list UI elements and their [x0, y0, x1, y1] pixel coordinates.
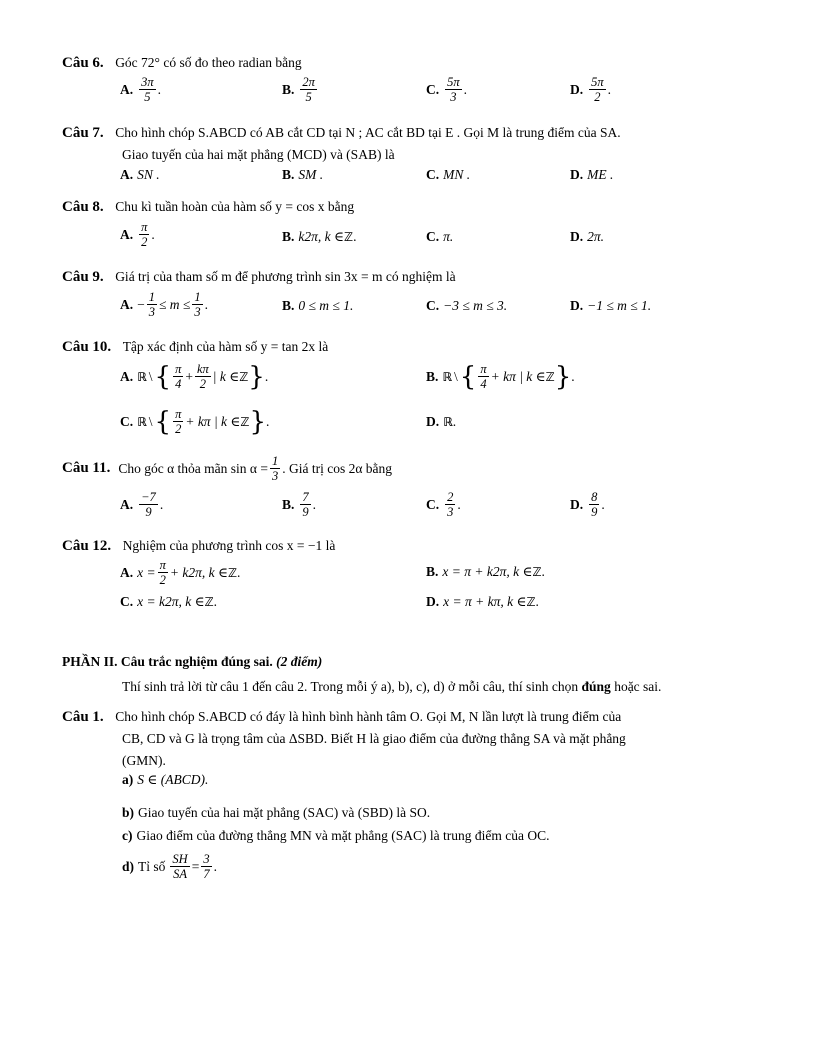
statement-label: a)	[122, 772, 134, 787]
numerator: π	[141, 220, 148, 234]
numerator: 1	[194, 290, 201, 304]
option-label: D.	[570, 496, 584, 512]
question-number: Câu 12.	[62, 538, 112, 554]
denominator: 9	[145, 505, 152, 519]
option-label: B.	[282, 229, 295, 244]
tail: .	[607, 81, 612, 97]
option-label: D.	[570, 81, 584, 97]
tail: .	[457, 496, 461, 512]
question-number: Câu 1.	[62, 709, 104, 725]
fraction	[192, 290, 202, 319]
integer-set-symbol: ℤ	[526, 595, 536, 609]
numerator: 8	[591, 490, 598, 504]
real-set-symbol: ℝ	[137, 369, 147, 384]
q9-option-b[interactable]	[282, 298, 353, 314]
tail: .	[535, 594, 539, 609]
option-text: x =	[137, 564, 156, 580]
option-text: k2π, k ∈	[298, 229, 345, 244]
option-label: C.	[426, 229, 440, 244]
option-text: x = π + k2π, k ∈	[442, 564, 533, 579]
tail: .	[151, 226, 155, 242]
section-points: (2 điểm)	[276, 654, 323, 669]
question-text: Giá trị của tham số m để phương trình sin 3x = m có nghiệm là	[115, 269, 456, 284]
left-brace: {	[154, 406, 172, 437]
fraction	[158, 558, 168, 587]
question-8	[62, 196, 762, 218]
integer-set-symbol: ℤ	[344, 230, 354, 244]
right-brace: }	[554, 361, 572, 392]
option-label: A.	[120, 496, 134, 512]
q9-option-c[interactable]	[426, 298, 507, 314]
option-label: A.	[120, 81, 134, 97]
option-text: x = π + kπ, k ∈	[443, 594, 527, 609]
inequality: ≤ m ≤	[159, 296, 191, 312]
statement-text: S ∈ (ABCD).	[137, 772, 209, 787]
plus-sign: +	[185, 368, 193, 384]
statement-c[interactable]	[122, 828, 550, 844]
fraction	[147, 290, 157, 319]
fraction	[195, 362, 211, 391]
tail: .	[601, 496, 605, 512]
option-text: SM .	[298, 167, 324, 182]
option-label: D.	[570, 167, 584, 182]
q10-option-c[interactable]	[120, 407, 269, 436]
q8-option-b[interactable]	[282, 229, 356, 245]
option-text: −1 ≤ m ≤ 1.	[587, 298, 652, 313]
instr-bold: đúng	[581, 679, 611, 694]
statement-a[interactable]	[122, 772, 208, 788]
denominator: 3	[194, 305, 201, 319]
denominator: 3	[148, 305, 155, 319]
numerator: 5π	[447, 75, 460, 89]
tail: .	[237, 564, 241, 580]
numerator: SH	[172, 852, 188, 866]
question-number: Câu 6.	[62, 55, 104, 71]
condition: + kπ | k ∈	[185, 413, 241, 429]
denominator: 3	[271, 469, 279, 483]
fraction	[173, 407, 183, 436]
tail: .	[266, 413, 270, 429]
question-number: Câu 9.	[62, 269, 104, 285]
statement-b[interactable]	[122, 805, 430, 821]
denominator: 2	[141, 235, 148, 249]
option-text: MN .	[443, 167, 471, 182]
fraction	[478, 362, 488, 391]
integer-set-symbol: ℤ	[239, 369, 249, 384]
denominator: 2	[594, 90, 601, 104]
option-label: B.	[282, 496, 295, 512]
option-text: 0 ≤ m ≤ 1.	[298, 298, 354, 313]
option-label: C.	[426, 167, 440, 182]
tail: .	[541, 564, 545, 579]
tail: .	[204, 296, 208, 312]
q6-option-c[interactable]	[426, 75, 467, 104]
option-label: C.	[120, 413, 134, 429]
question-text: Chu kì tuần hoàn của hàm số y = cos x bằng	[115, 199, 355, 214]
option-text: ME .	[587, 167, 614, 182]
question-text-line2: CB, CD và G là trọng tâm của ΔSBD. Biết H là giao điểm của đường thẳng SA và mặt phẳng	[122, 731, 626, 746]
option-label: A.	[120, 296, 134, 312]
denominator: 3	[450, 90, 457, 104]
q10-option-b[interactable]	[426, 362, 575, 391]
denominator: 9	[591, 505, 598, 519]
denominator: 2	[175, 422, 182, 436]
statement-label: d)	[122, 858, 135, 874]
numerator: π	[175, 407, 182, 421]
right-brace: }	[249, 406, 266, 437]
question-text: Góc 72° có số đo theo radian bằng	[115, 55, 302, 70]
fraction	[170, 852, 189, 881]
option-label: A.	[120, 167, 134, 182]
instr-text: Thí sinh trả lời từ câu 1 đến câu 2. Trong mỗi ý a), b), c), d) ở mỗi câu, thí sinh chọn	[122, 679, 582, 694]
condition: + kπ | k ∈	[490, 368, 546, 384]
fraction	[445, 490, 455, 519]
option-label: B.	[282, 298, 295, 313]
real-set-symbol: ℝ	[443, 415, 453, 429]
integer-set-symbol: ℤ	[204, 595, 214, 609]
tail: .	[157, 81, 162, 97]
question-text: Cho hình chóp S.ABCD có đáy là hình bình hành tâm O. Gọi M, N lần lượt là trung điểm của	[115, 709, 622, 724]
option-text: x = k2π, k ∈	[137, 594, 205, 609]
question-text-line2: Giao tuyến của hai mặt phẳng (MCD) và (SAB) là	[122, 147, 395, 162]
option-text: + k2π, k ∈	[169, 564, 228, 580]
question-6	[62, 52, 762, 74]
statement-text: Giao điểm của đường thẳng MN và mặt phẳng (SAC) là trung điểm của OC.	[136, 828, 550, 843]
numerator: kπ	[196, 362, 209, 376]
q6-option-d[interactable]	[570, 75, 611, 104]
q11-option-d[interactable]	[570, 490, 605, 519]
q6-option-b[interactable]	[282, 75, 319, 104]
tail: .	[159, 496, 164, 512]
minus-sign: −	[137, 296, 145, 312]
q12-option-c[interactable]	[120, 594, 217, 610]
integer-set-symbol: ℤ	[532, 565, 542, 579]
fraction	[173, 362, 183, 391]
statement-text: Giao tuyến của hai mặt phẳng (SAC) và (SBD) là SO.	[138, 805, 431, 820]
tail: .	[213, 594, 218, 609]
denominator: 4	[480, 377, 487, 391]
denominator: SA	[173, 867, 187, 881]
question-10	[62, 336, 762, 358]
option-label: B.	[426, 564, 439, 579]
question-text-post: . Giá trị cos 2α bằng	[282, 461, 393, 476]
instr-text-end: hoặc sai.	[610, 679, 662, 694]
question-text-line3: (GMN).	[122, 753, 166, 768]
real-set-symbol: ℝ	[442, 369, 453, 384]
denominator: 4	[175, 377, 182, 391]
denominator: 5	[144, 90, 151, 104]
option-label: A.	[120, 564, 134, 580]
numerator: 3	[203, 852, 210, 866]
q9-option-d[interactable]	[570, 298, 651, 314]
section-instructions	[122, 676, 661, 697]
question-text: Tập xác định của hàm số y = tan 2x là	[122, 339, 329, 354]
numerator: 2	[447, 490, 454, 504]
q6-option-a[interactable]	[120, 75, 161, 104]
numerator: π	[480, 362, 487, 376]
section-title	[62, 654, 322, 670]
option-text: SN .	[137, 167, 160, 182]
q9-option-a[interactable]	[120, 290, 208, 319]
condition: | k ∈	[212, 368, 240, 384]
option-label: B.	[282, 81, 295, 97]
integer-set-symbol: ℤ	[227, 565, 238, 580]
numerator: 1	[271, 454, 279, 468]
set-minus: \	[148, 413, 153, 429]
option-label: C.	[120, 594, 134, 609]
fraction	[589, 75, 606, 104]
denominator: 9	[302, 505, 309, 519]
q10-option-a[interactable]	[120, 362, 268, 391]
option-text: π.	[443, 229, 454, 244]
numerator: π	[159, 558, 166, 572]
option-label: B.	[282, 167, 295, 182]
left-brace: {	[459, 361, 477, 392]
numerator: π	[175, 362, 182, 376]
q8-option-d[interactable]	[570, 229, 604, 245]
left-brace: {	[154, 361, 172, 392]
tail: .	[571, 368, 575, 384]
denominator: 2	[199, 377, 206, 391]
fraction	[139, 490, 158, 519]
numerator: 3π	[141, 75, 154, 89]
option-label: B.	[426, 368, 439, 384]
integer-set-symbol: ℤ	[545, 369, 555, 384]
question-text: Cho hình chóp S.ABCD có AB cắt CD tại N ; AC cắt BD tại E . Gọi M là trung điểm của SA.	[115, 125, 621, 140]
question-11	[62, 454, 762, 483]
equals-sign: =	[191, 858, 200, 874]
question-9	[62, 266, 762, 288]
fraction	[201, 852, 211, 881]
q11-option-c[interactable]	[426, 490, 461, 519]
statement-text: Tỉ số	[138, 858, 166, 874]
set-minus: \	[148, 368, 153, 384]
statement-d[interactable]	[122, 852, 217, 881]
integer-set-symbol: ℤ	[240, 414, 250, 429]
question-number: Câu 10.	[62, 339, 112, 355]
question-number: Câu 8.	[62, 199, 104, 215]
fraction	[445, 75, 462, 104]
option-label: D.	[570, 229, 584, 244]
fraction	[300, 490, 310, 519]
q11-option-b[interactable]	[282, 490, 316, 519]
q12-option-a[interactable]	[120, 558, 240, 587]
numerator: −7	[141, 490, 156, 504]
option-label: C.	[426, 298, 440, 313]
q7-option-a[interactable]	[120, 167, 160, 183]
q7-option-c[interactable]	[426, 167, 470, 183]
fraction	[139, 220, 149, 249]
q11-option-a[interactable]	[120, 490, 163, 519]
q10-option-d[interactable]	[426, 414, 456, 430]
section-heading: PHẦN II. Câu trắc nghiệm đúng sai.	[62, 654, 273, 669]
question-text: Nghiệm của phương trình cos x = −1 là	[122, 538, 336, 553]
tail: .	[213, 858, 217, 874]
denominator: 3	[447, 505, 454, 519]
option-label: C.	[426, 496, 440, 512]
option-label: D.	[426, 594, 440, 609]
tail: .	[463, 81, 468, 97]
fraction	[270, 454, 280, 483]
option-label: D.	[570, 298, 584, 313]
option-label: D.	[426, 414, 440, 429]
numerator: 7	[302, 490, 309, 504]
numerator: 2π	[302, 75, 315, 89]
part2-question-1	[62, 706, 762, 728]
tail: .	[353, 229, 357, 244]
statement-label: c)	[122, 828, 133, 843]
question-number: Câu 11.	[62, 460, 111, 476]
option-text: 2π.	[587, 229, 605, 244]
q7-option-d[interactable]	[570, 167, 613, 183]
fraction	[300, 75, 317, 104]
statement-label: b)	[122, 805, 135, 820]
q8-option-a[interactable]	[120, 220, 155, 249]
tail: .	[312, 496, 317, 512]
tail: .	[264, 368, 269, 384]
question-number: Câu 7.	[62, 125, 104, 141]
q12-option-d[interactable]	[426, 594, 539, 610]
option-label: A.	[120, 226, 134, 242]
set-minus: \	[454, 368, 458, 384]
option-text: −3 ≤ m ≤ 3.	[443, 298, 508, 313]
denominator: 7	[203, 867, 210, 881]
q7-option-b[interactable]	[282, 167, 323, 183]
option-label: C.	[426, 81, 440, 97]
question-7	[62, 122, 762, 144]
numerator: 5π	[591, 75, 604, 89]
right-brace: }	[248, 361, 265, 392]
question-12	[62, 535, 762, 557]
denominator: 2	[159, 573, 166, 587]
tail: .	[452, 414, 457, 429]
option-label: A.	[120, 368, 134, 384]
fraction	[589, 490, 599, 519]
real-set-symbol: ℝ	[137, 414, 147, 429]
fraction	[139, 75, 156, 104]
numerator: 1	[148, 290, 155, 304]
denominator: 5	[305, 90, 312, 104]
question-text: Cho góc α thỏa mãn sin α =	[118, 461, 268, 476]
q12-option-b[interactable]	[426, 564, 545, 580]
q8-option-c[interactable]	[426, 229, 453, 245]
